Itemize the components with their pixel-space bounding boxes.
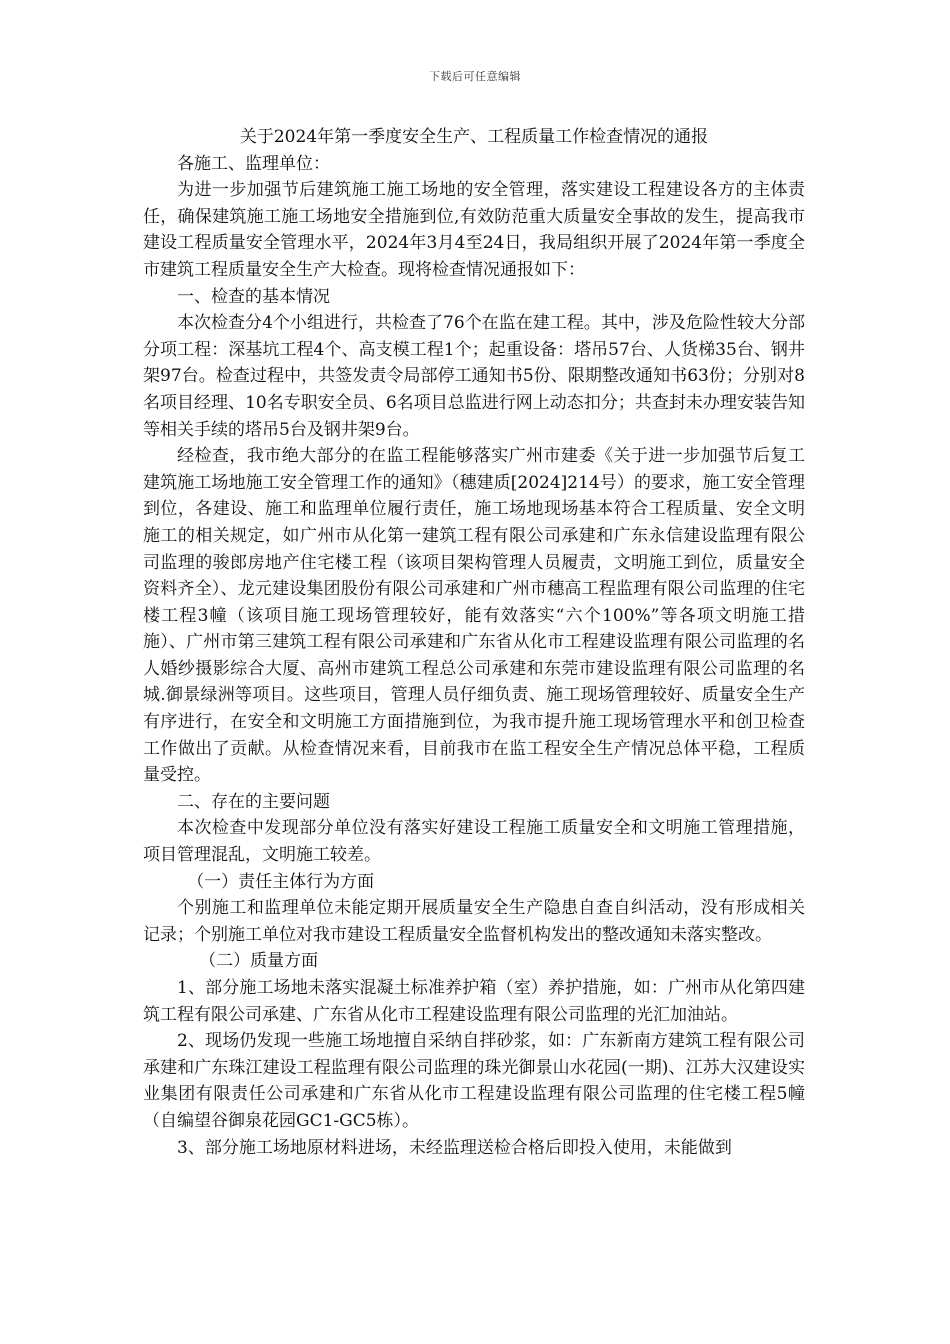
section-1-paragraph-2: 经检查，我市绝大部分的在监工程能够落实广州市建委《关于进一步加强节后复工建筑施工场地施工安全管理工作的通知》（穗建质[2024]214号）的要求，施工安全管理到位，各建设、施工和监理单位履行责任，施工场地现场基本符合工程质量、安全文明施工的相关规定，如广州市从化第一建筑工程有限公司承建和广东永信建设监理有限公司监理的骏郎房地产住宅楼工程（该项目架构管理人员履责，文明施工到位，质量安全资料齐全）、龙元建设集团股份有限公司承建和广州市穗高工程监理有限公司监理的住宅楼工程3幢（该项目施工现场管理较好，能有效落实“六个100%”等各项文明施工措施）、广州市第三建筑工程有限公司承建和广东省从化市工程建设监理有限公司监理的名人婚纱摄影综合大厦、高州市建筑工程总公司承建和东莞市建设监理有限公司监理的名城.御景绿洲等项目。这些项目，管理人员仔细负责、施工现场管理较好、质量安全生产有序进行，在安全和文明施工方面措施到位，为我市提升施工现场管理水平和创卫检查工作做出了贡献。从检查情况来看，目前我市在监工程安全生产情况总体平稳，工程质量受控。	[143, 446, 805, 786]
salutation: 各施工、监理单位：	[177, 153, 330, 174]
section-1-paragraph-1: 本次检查分4个小组进行，共检查了76个在监在建工程。其中，涉及危险性较大分部分项工程：深基坑工程4个、高支模工程1个；起重设备：塔吊57台、人货梯35台、钢井架97台。检查过程中，共签发责令局部停工通知书5份、限期整改通知书63份；分别对8名项目经理、10名专职安全员、6名项目总监进行网上动态扣分；共查封未办理安装告知等相关手续的塔吊5台及钢井架9台。	[143, 313, 805, 440]
section-2-heading: 二、存在的主要问题	[177, 791, 330, 812]
document-title: 关于2024年第一季度安全生产、工程质量工作检查情况的通报	[239, 127, 709, 147]
subsection-2-heading: （二）质量方面	[199, 951, 319, 972]
quality-item-2: 2、现场仍发现一些施工场地擅自采纳自拌砂浆，如：广东新南方建筑工程有限公司承建和广东珠江建设工程监理有限公司监理的珠光御景山水花园(一期)、江苏大汉建设实业集团有限责任公司承建和广东省从化市工程建设监理有限公司监理的住宅楼工程5幢（自编望谷御泉花园GC1-GC5栋）。	[143, 1031, 805, 1131]
subsection-1-paragraph: 个别施工和监理单位未能定期开展质量安全生产隐患自查自纠活动，没有形成相关记录；个别施工单位对我市建设工程质量安全监督机构发出的整改通知未落实整改。	[143, 898, 805, 945]
quality-item-1: 1、部分施工场地未落实混凝土标准养护箱（室）养护措施，如：广州市从化第四建筑工程有限公司承建、广东省从化市工程建设监理有限公司监理的光汇加油站。	[143, 978, 805, 1025]
header-note: 下载后可任意编辑	[429, 70, 521, 83]
intro-paragraph: 为进一步加强节后建筑施工施工场地的安全管理，落实建设工程建设各方的主体责任，确保建筑施工施工场地安全措施到位,有效防范重大质量安全事故的发生，提高我市建设工程质量安全管理水平，2024年3月4至24日，我局组织开展了2024年第一季度全市建筑工程质量安全生产大检查。现将检查情况通报如下：	[143, 180, 805, 280]
document-body	[143, 124, 805, 1161]
section-2-paragraph-1: 本次检查中发现部分单位没有落实好建设工程施工质量安全和文明施工管理措施，项目管理混乱，文明施工较差。	[143, 818, 805, 866]
subsection-1-heading: （一）责任主体行为方面	[187, 871, 375, 892]
quality-item-3: 3、部分施工场地原材料进场，未经监理送检合格后即投入使用，未能做到	[177, 1137, 732, 1158]
section-1-heading: 一、检查的基本情况	[177, 286, 330, 307]
